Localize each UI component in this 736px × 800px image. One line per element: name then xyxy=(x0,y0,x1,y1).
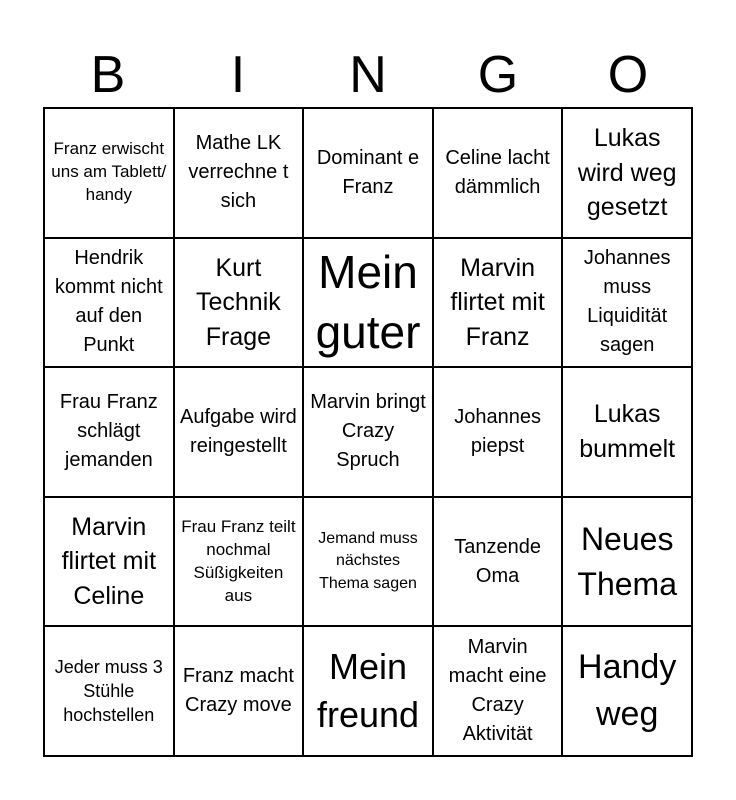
header-letter-b: B xyxy=(90,46,126,104)
cell-text: Franz erwischt uns am Tablett/ handy xyxy=(51,139,167,205)
bingo-cell[interactable] xyxy=(303,108,433,238)
cell-text: Marvin macht eine Crazy Aktivität xyxy=(448,636,547,746)
bingo-cell[interactable] xyxy=(44,626,174,756)
cell-text: Johannes muss Liquidität sagen xyxy=(583,247,671,357)
cell-text: Marvin bringt Crazy Spruch xyxy=(310,391,426,472)
bingo-cell[interactable] xyxy=(562,497,692,627)
bingo-cell[interactable] xyxy=(433,497,563,627)
header-letter-g: G xyxy=(477,46,519,104)
header-letter-o: O xyxy=(607,46,649,104)
bingo-cell[interactable] xyxy=(44,497,174,627)
bingo-cell[interactable] xyxy=(303,626,433,756)
bingo-cell[interactable] xyxy=(174,238,304,368)
bingo-cell[interactable] xyxy=(562,238,692,368)
bingo-cell[interactable] xyxy=(303,367,433,497)
cell-text: Marvin flirtet mit Celine xyxy=(61,512,157,610)
bingo-cell[interactable] xyxy=(44,108,174,238)
cell-text: Celine lacht dämmlich xyxy=(445,146,550,198)
cell-text: Lukas bummelt xyxy=(579,400,676,463)
bingo-grid xyxy=(43,107,693,757)
cell-text: Franz macht Crazy move xyxy=(182,665,294,717)
bingo-cell[interactable] xyxy=(174,626,304,756)
bingo-cell[interactable] xyxy=(433,238,563,368)
cell-text: Lukas wird weg gesetzt xyxy=(577,124,677,222)
bingo-cell[interactable] xyxy=(562,108,692,238)
cell-text: Mein freund xyxy=(316,645,420,736)
cell-text: Frau Franz schlägt jemanden xyxy=(59,391,158,472)
cell-text: Mathe LK verrechne t sich xyxy=(188,132,289,213)
bingo-cell[interactable] xyxy=(174,497,304,627)
bingo-cell[interactable] xyxy=(44,367,174,497)
bingo-header xyxy=(43,44,693,106)
bingo-cell[interactable] xyxy=(303,497,433,627)
cell-text: Neues Thema xyxy=(577,521,677,602)
bingo-cell[interactable] xyxy=(174,108,304,238)
cell-text: Mein guter xyxy=(315,245,421,359)
cell-text: Marvin flirtet mit Franz xyxy=(450,253,545,351)
cell-text: Johannes piepst xyxy=(454,405,541,457)
cell-text: Frau Franz teilt nochmal Süßigkeiten aus xyxy=(181,516,296,605)
bingo-cell[interactable] xyxy=(433,367,563,497)
cell-text: Jeder muss 3 Stühle hochstellen xyxy=(54,656,163,726)
cell-text: Dominant e Franz xyxy=(316,146,420,198)
bingo-cell[interactable] xyxy=(44,238,174,368)
cell-text: Jemand muss nächstes Thema sagen xyxy=(318,529,418,592)
cell-text: Aufgabe wird reingestellt xyxy=(180,405,297,457)
cell-text: Tanzende Oma xyxy=(454,535,541,587)
bingo-cell[interactable] xyxy=(303,238,433,368)
header-letter-i: I xyxy=(230,46,246,104)
cell-text: Kurt Technik Frage xyxy=(196,253,281,351)
cell-text: Handy weg xyxy=(578,648,677,734)
cell-text: Hendrik kommt nicht auf den Punkt xyxy=(54,247,163,357)
bingo-cell[interactable] xyxy=(433,108,563,238)
bingo-cell[interactable] xyxy=(562,367,692,497)
bingo-cell[interactable] xyxy=(174,367,304,497)
bingo-cell[interactable] xyxy=(433,626,563,756)
bingo-cell[interactable] xyxy=(562,626,692,756)
header-letter-n: N xyxy=(349,46,387,104)
